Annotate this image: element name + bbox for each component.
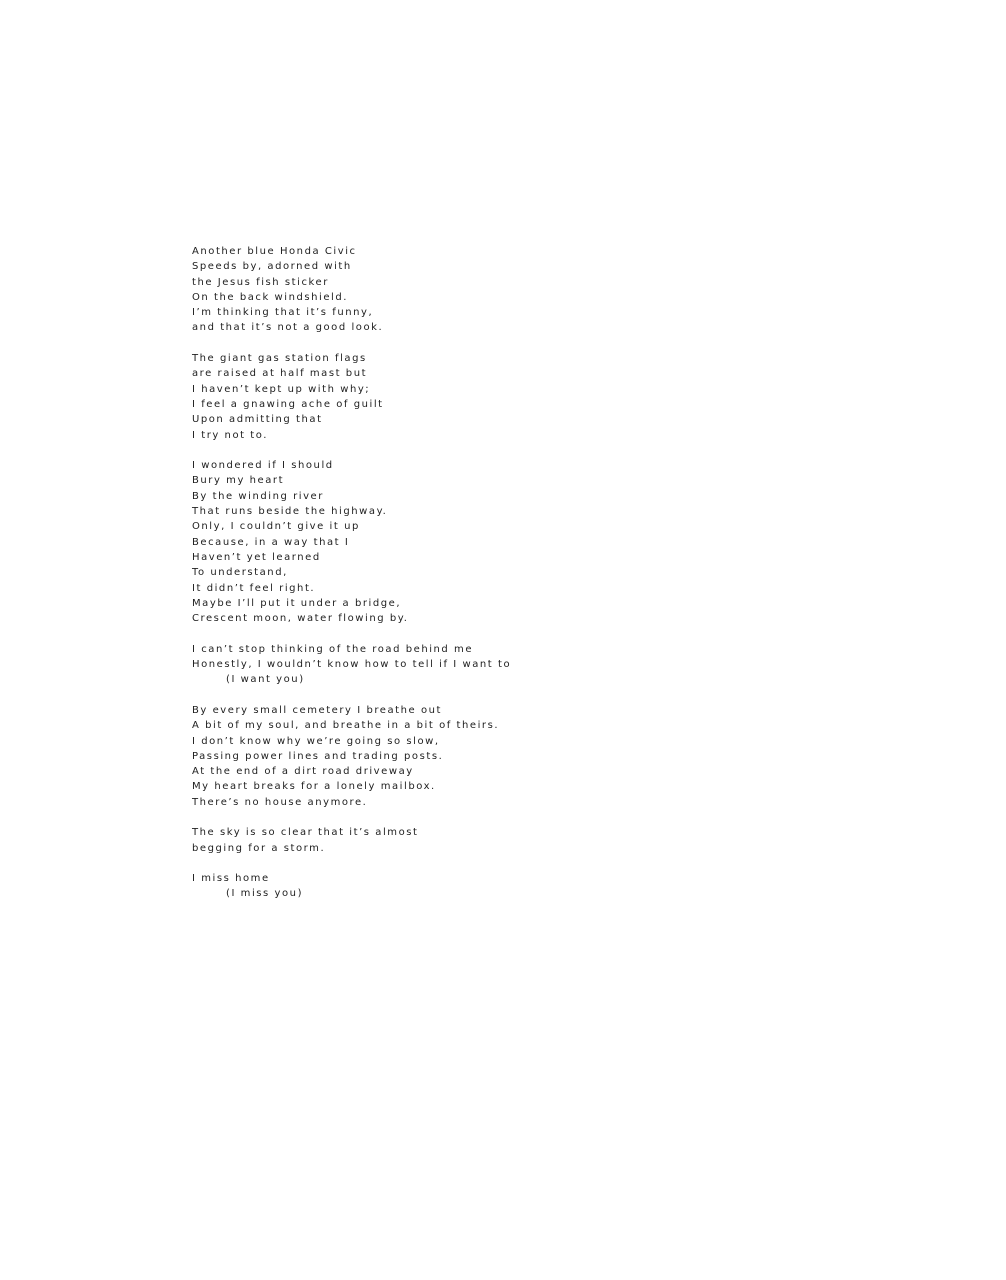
poem-line: Crescent moon, water flowing by.: [192, 613, 409, 625]
poem-line: By the winding river: [192, 490, 324, 502]
poem-line: The giant gas station flags: [192, 353, 367, 365]
poem-line: I feel a gnawing ache of guilt: [192, 398, 384, 410]
poem-line: On the back windshield.: [192, 291, 348, 303]
stanza: [192, 642, 752, 688]
stanza: [192, 458, 752, 626]
poem-line: are raised at half mast but: [192, 368, 368, 380]
poem-line: and that it’s not a good look.: [192, 322, 384, 334]
poem-line: Another blue Honda Civic: [192, 246, 357, 257]
poem-line: Only, I couldn’t give it up: [192, 521, 360, 533]
poem-line: To understand,: [192, 567, 288, 579]
poem-line: A bit of my soul, and breathe in a bit of theirs.: [192, 720, 500, 732]
poem: [192, 244, 752, 917]
poem-line: It didn’t feel right.: [192, 582, 316, 594]
poem-line: the Jesus fish sticker: [192, 276, 329, 288]
poem-line: I try not to.: [192, 429, 269, 441]
poem-line: Upon admitting that: [192, 414, 323, 426]
poem-line: I can’t stop thinking of the road behind me: [192, 643, 474, 655]
poem-line: I don’t know why we’re going so slow,: [192, 735, 440, 747]
poem-line: That runs beside the highway.: [192, 506, 388, 518]
poem-line: I’m thinking that it’s funny,: [192, 307, 374, 319]
poem-line: Maybe I’ll put it under a bridge,: [192, 597, 402, 609]
poem-line: The sky is so clear that it’s almost: [192, 827, 419, 839]
poem-line: Passing power lines and trading posts.: [192, 750, 444, 762]
poem-line: By every small cemetery I breathe out: [192, 704, 442, 716]
poem-line: My heart breaks for a lonely mailbox.: [192, 781, 436, 793]
stanza: [192, 871, 752, 902]
poem-line: Haven’t yet learned: [192, 551, 321, 563]
poem-line: Speeds by, adorned with: [192, 261, 352, 273]
poem-line: Bury my heart: [192, 475, 285, 487]
poem-line-indented: (I want you): [226, 674, 305, 686]
poem-line: I wondered if I should: [192, 460, 334, 472]
stanza: [192, 351, 752, 443]
poem-line: I haven’t kept up with why;: [192, 383, 371, 395]
poem-line: Honestly, I wouldn’t know how to tell if I want to: [192, 659, 512, 671]
stanza: [192, 825, 752, 856]
poem-line: begging for a storm.: [192, 842, 326, 854]
poem-line-indented: (I miss you): [226, 888, 304, 900]
poem-line: Because, in a way that I: [192, 536, 350, 548]
stanza: [192, 244, 752, 336]
poem-line: There’s no house anymore.: [192, 796, 368, 808]
poem-line: I miss home: [192, 873, 270, 885]
stanza: [192, 703, 752, 810]
poem-line: At the end of a dirt road driveway: [192, 766, 414, 778]
